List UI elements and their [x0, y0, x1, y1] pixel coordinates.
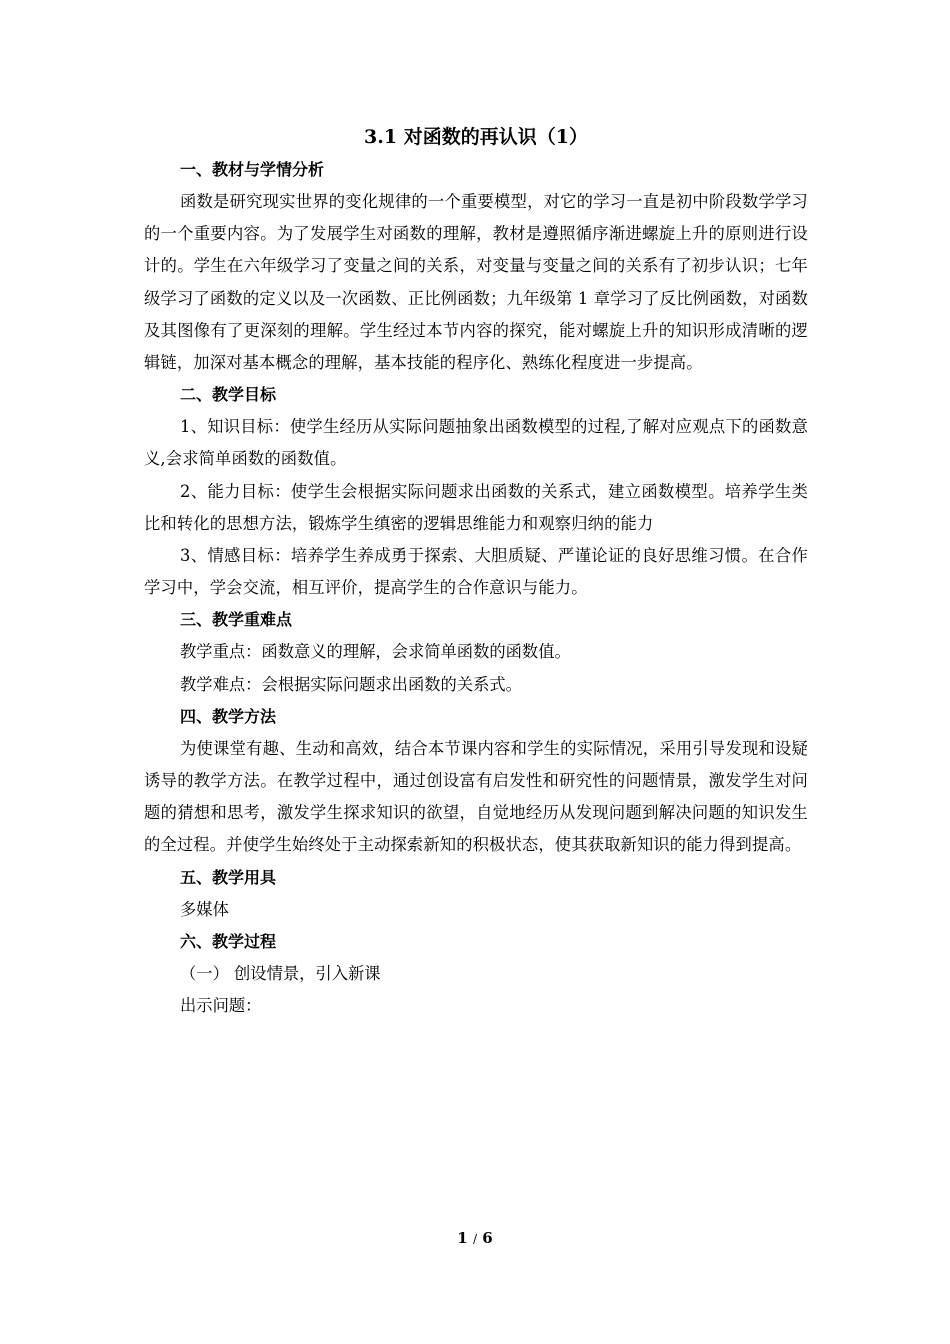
- section-heading-methods: 四、教学方法: [180, 706, 277, 726]
- goal-ability: 2、能力目标：使学生会根据实际问题求出函数的关系式，建立函数模型。培养学生类比和转化的思想方法，锻炼学生缜密的逻辑思维能力和观察归纳的能力: [144, 481, 808, 533]
- tools-text: 多媒体: [180, 899, 229, 919]
- methods-paragraph: 为使课堂有趣、生动和高效，结合本节课内容和学生的实际情况，采用引导发现和设疑诱导的教学方法。在教学过程中，通过创设富有启发性和研究性的问题情景，激发学生对问题的猜想和思考，激发学生探求知识的欲望，自觉地经历从发现问题到解决问题的知识发生的全过程。并使学生始终处于主动探索新知的积极状态，使其获取新知识的能力得到提高。: [144, 738, 808, 855]
- section-heading-goals: 二、教学目标: [180, 385, 277, 405]
- page-content: [144, 122, 808, 1022]
- process-subheading: （一） 创设情景，引入新课: [180, 963, 381, 983]
- goal-knowledge: 1、知识目标：使学生经历从实际问题抽象出函数模型的过程,了解对应观点下的函数意义,会求简单函数的函数值。: [144, 417, 808, 469]
- key-point: 教学重点：函数意义的理解，会求简单函数的函数值。: [180, 642, 571, 662]
- section-heading-process: 六、教学过程: [180, 931, 277, 951]
- section-heading-analysis: 一、教材与学情分析: [180, 160, 325, 179]
- analysis-paragraph: 函数是研究现实世界的变化规律的一个重要模型，对它的学习一直是初中阶段数学学习的一个重要内容。为了发展学生对函数的理解，教材是遵照循序渐进螺旋上升的原则进行设计的。学生在六年级学习了变量之间的关系，对变量与变量之间的关系有了初步认识；七年级学习了函数的定义以及一次函数、正比例函数；九年级第 1 章学习了反比例函数，对函数及其图像有了更深刻的理解。学生经过本节内容的探究，能对螺旋上升的知识形成清晰的逻辑链，加深对基本概念的理解，基本技能的程序化、熟练化程度进一步提高。: [144, 192, 808, 373]
- document-title: 3.1 对函数的再认识（1）: [364, 126, 588, 148]
- section-heading-key-points: 三、教学重难点: [180, 610, 293, 630]
- page-total: 6: [482, 1229, 493, 1247]
- process-question-label: 出示问题：: [180, 996, 262, 1016]
- page-current: 1: [457, 1229, 468, 1247]
- page-separator: /: [472, 1232, 478, 1246]
- goal-emotion: 3、情感目标：培养学生养成勇于探索、大胆质疑、严谨论证的良好思维习惯。在合作学习中，学会交流，相互评价，提高学生的合作意识与能力。: [144, 546, 808, 598]
- difficult-point: 教学难点：会根据实际问题求出函数的关系式。: [180, 674, 522, 694]
- page-number: [0, 1227, 950, 1250]
- section-heading-tools: 五、教学用具: [180, 867, 277, 887]
